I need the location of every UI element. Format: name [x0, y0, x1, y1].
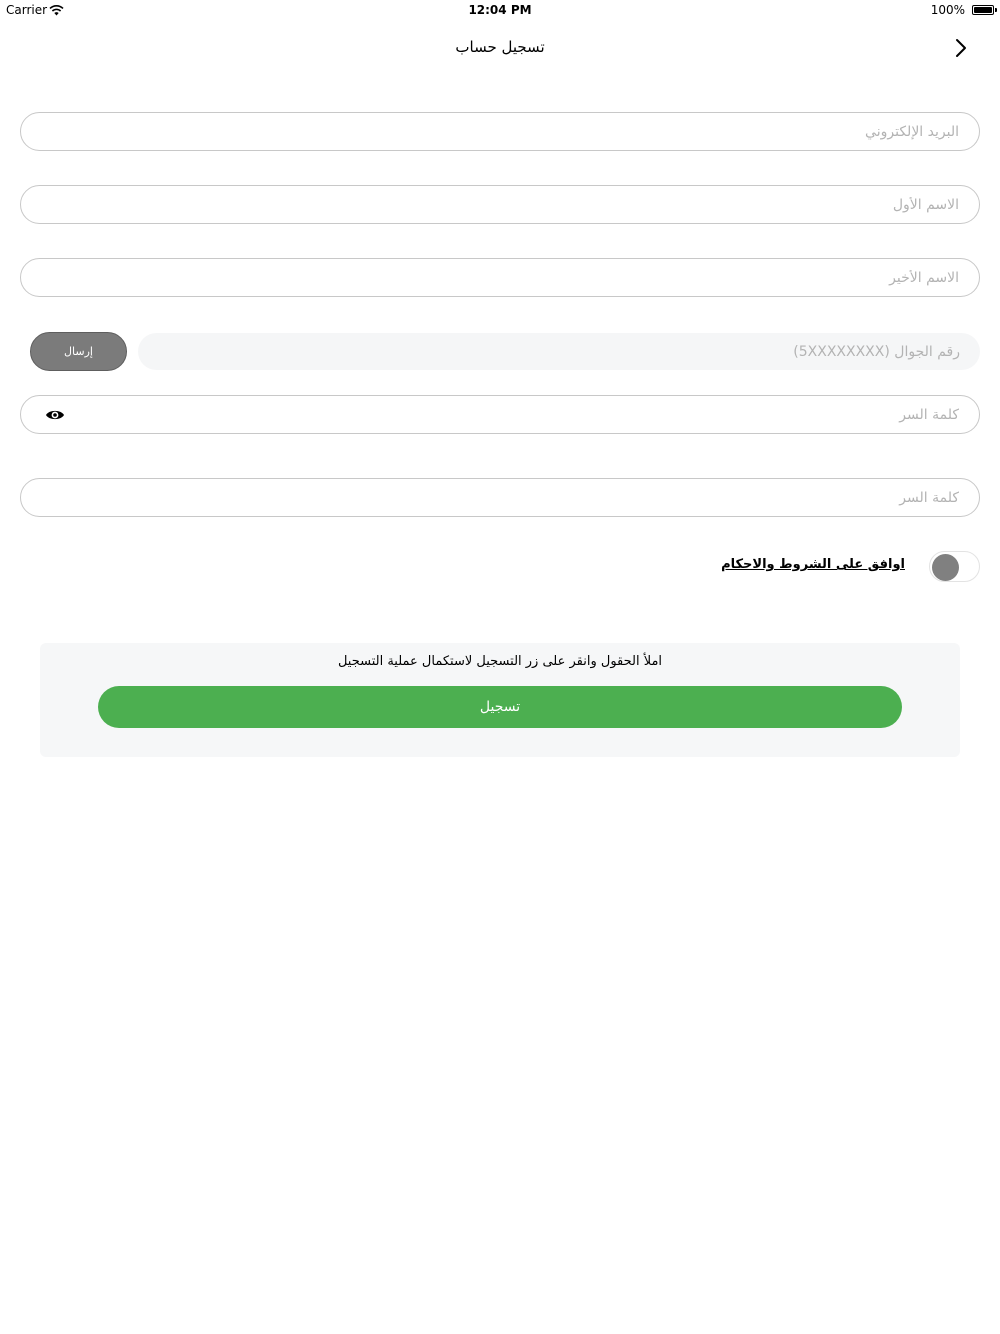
first-name-field-container	[20, 185, 980, 224]
last-name-field-container	[20, 258, 980, 297]
status-bar	[0, 0, 1000, 22]
back-button[interactable]	[948, 34, 974, 62]
battery-percent: 100%	[930, 3, 965, 17]
confirm-password-field[interactable]	[21, 479, 979, 516]
register-button[interactable]: تسجيل	[98, 686, 902, 728]
phone-field-container	[138, 333, 980, 370]
password-field-container	[20, 395, 980, 434]
email-field-container	[20, 112, 980, 151]
toggle-knob	[932, 554, 959, 581]
page-title: تسجيل حساب	[455, 38, 545, 56]
password-field[interactable]	[21, 396, 979, 433]
battery-icon	[972, 5, 994, 15]
email-field[interactable]	[21, 113, 979, 150]
first-name-field[interactable]	[21, 186, 979, 223]
carrier-label: Carrier	[6, 3, 48, 17]
last-name-field[interactable]	[21, 259, 979, 296]
chevron-right-icon	[955, 38, 967, 58]
phone-field[interactable]	[138, 333, 980, 370]
terms-link[interactable]: اوافق على الشروط والاحكام	[721, 557, 905, 572]
confirm-password-field-container	[20, 478, 980, 517]
eye-icon[interactable]	[45, 406, 65, 424]
terms-toggle[interactable]	[929, 551, 980, 582]
clock: 12:04 PM	[468, 3, 532, 17]
instruction-text: املأ الحقول وانقر على زر التسجيل لاستكمال عملية التسجيل	[337, 654, 663, 669]
register-card	[40, 643, 960, 757]
send-code-button[interactable]: إرسال	[30, 332, 127, 371]
